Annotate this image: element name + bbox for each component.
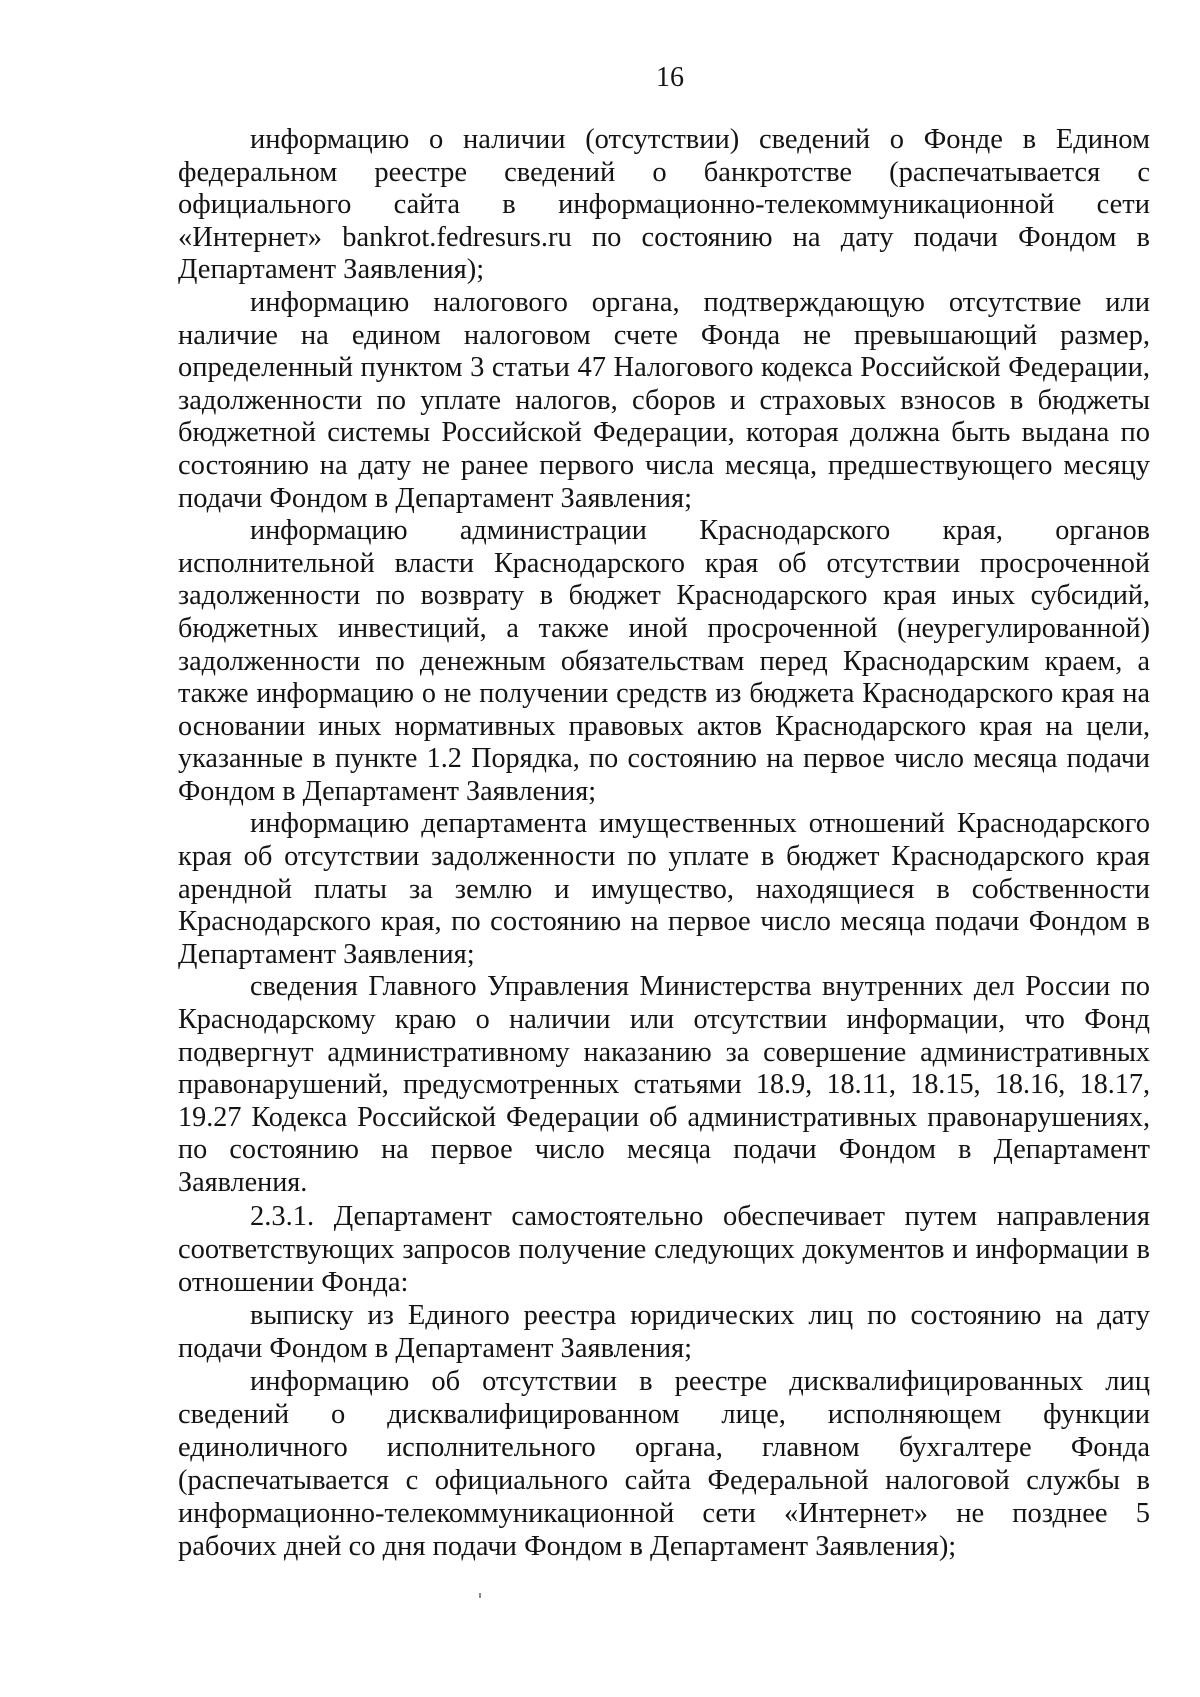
- paragraph-police-info: сведения Главного Управления Министерства внутренних дел России по Краснодарскому краю о наличии или отсутствии информации, что Фонд подвергнут административному наказанию за совершение административных правонарушений, предусмотренных статьями 18.9, 18.11, 18.15, 18.16, 18.17, 19.27 Кодекса Российской Федерации об административных правонарушениях, по состоянию на первое число месяца подачи Фондом в Департамент Заявления.: [178, 971, 1150, 1198]
- document-body: [178, 124, 1150, 1563]
- scan-speck: [479, 1593, 481, 1598]
- paragraph-disqualified-persons-info: информацию об отсутствии в реестре дисквалифицированных лиц сведений о дисквалифицированном лице, исполняющем функции единоличного исполнительного органа, главном бухгалтере Фонда (распечатывается с официального сайта Федеральной налоговой службы в информационно-телекоммуникационной сети «Интернет» не позднее 5 рабочих дней со дня подачи Фондом в Департамент Заявления);: [178, 1365, 1150, 1562]
- paragraph-section-2-3-1: 2.3.1. Департамент самостоятельно обеспечивает путем направления соответствующих запросов получение следующих документов и информации в отношении Фонда:: [178, 1200, 1150, 1298]
- page-number: 16: [656, 62, 684, 93]
- paragraph-legal-entities-extract: выписку из Единого реестра юридических лиц по состоянию на дату подачи Фондом в Департамент Заявления;: [178, 1299, 1150, 1364]
- paragraph-property-department-info: информацию департамента имущественных отношений Краснодарского края об отсутствии задолженности по уплате в бюджет Краснодарского края арендной платы за землю и имущество, находящиеся в собственности Краснодарского края, по состоянию на первое число месяца подачи Фондом в Департамент Заявления;: [178, 808, 1150, 970]
- paragraph-tax-authority-info: информацию налогового органа, подтверждающую отсутствие или наличие на едином налоговом счете Фонда не превышающий размер, определенный пунктом 3 статьи 47 Налогового кодекса Российской Федерации, задолженности по уплате налогов, сборов и страховых взносов в бюджеты бюджетной системы Российской Федерации, которая должна быть выдана по состоянию на дату не ранее первого числа месяца, предшествующего месяцу подачи Фондом в Департамент Заявления;: [178, 286, 1150, 514]
- paragraph-bankruptcy-info: информацию о наличии (отсутствии) сведений о Фонде в Едином федеральном реестре сведений о банкротстве (распечатывается с официального сайта в информационно-телекоммуникационной сети «Интернет» bankrot.fedresurs.ru по состоянию на дату подачи Фондом в Департамент Заявления);: [178, 124, 1150, 286]
- paragraph-administration-info: информацию администрации Краснодарского края, органов исполнительной власти Краснодарского края об отсутствии просроченной задолженности по возврату в бюджет Краснодарского края иных субсидий, бюджетных инвестиций, а также иной просроченной (неурегулированной) задолженности по денежным обязательствам перед Краснодарским краем, а также информацию о не получении средств из бюджета Краснодарского края на основании иных нормативных правовых актов Краснодарского края на цели, указанные в пункте 1.2 Порядка, по состоянию на первое число месяца подачи Фондом в Департамент Заявления;: [178, 515, 1150, 807]
